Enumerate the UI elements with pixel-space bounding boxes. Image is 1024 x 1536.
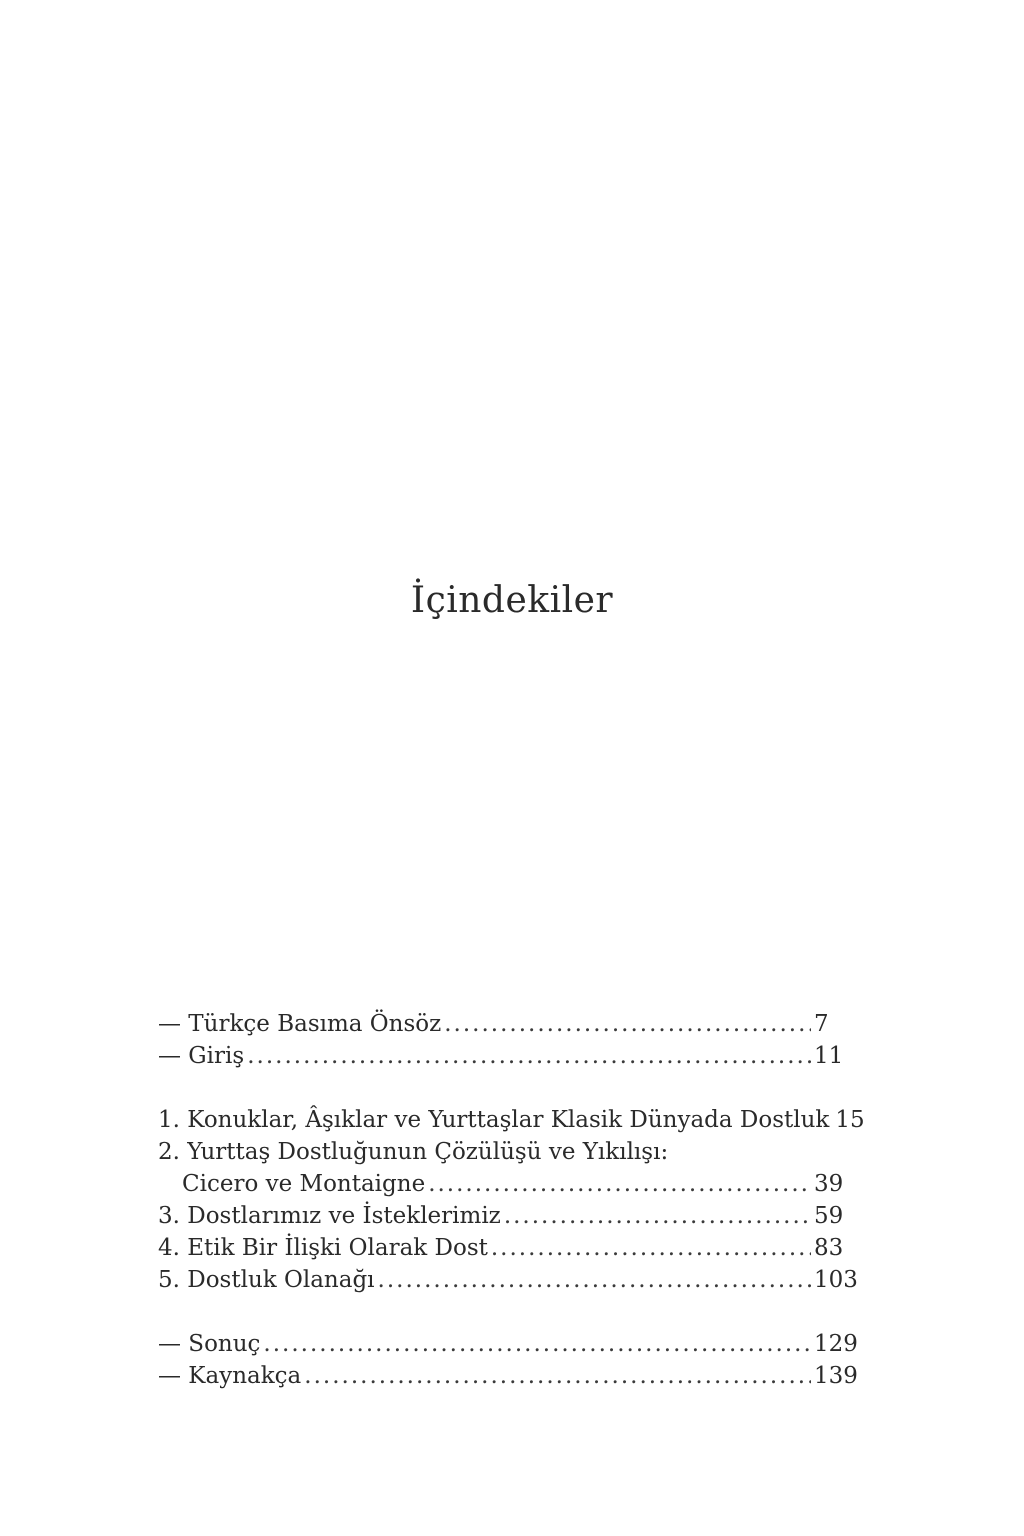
toc-section-gap (158, 1072, 858, 1104)
toc-entry-chapter-2-line-2[interactable] (158, 1168, 858, 1200)
toc-dot-leader (444, 1008, 811, 1040)
toc-entry-label: 2. Yurttaş Dostluğunun Çözülüşü ve Yıkılışı: (158, 1139, 669, 1165)
toc-entry-label: 4. Etik Bir İlişki Olarak Dost (158, 1235, 488, 1261)
toc-entry-page: 11 (814, 1043, 844, 1069)
toc-entry-label: — Sonuç (158, 1331, 261, 1357)
toc-section-gap (158, 1296, 858, 1328)
toc-entry-label: 3. Dostlarımız ve İsteklerimiz (158, 1203, 501, 1229)
toc-entry-preface[interactable] (158, 1008, 858, 1040)
toc-dot-leader (504, 1200, 811, 1232)
toc-entry-page: 103 (814, 1267, 858, 1293)
toc-entry-chapter-3[interactable] (158, 1200, 858, 1232)
toc-entry-label: Cicero ve Montaigne (182, 1171, 426, 1197)
toc-entry-chapter-1[interactable] (158, 1104, 865, 1136)
toc-entry-chapter-2-line-1[interactable] (158, 1136, 858, 1168)
toc-entry-page: 15 (835, 1107, 865, 1133)
toc-entry-introduction[interactable] (158, 1040, 858, 1072)
toc-dot-leader (304, 1360, 811, 1392)
toc-entry-label: — Kaynakça (158, 1363, 302, 1389)
toc-entry-page: 7 (814, 1011, 829, 1037)
table-of-contents (158, 1008, 865, 1392)
toc-entry-label: — Türkçe Basıma Önsöz (158, 1011, 442, 1037)
toc-entry-label: 5. Dostluk Olanağı (158, 1267, 375, 1293)
toc-dot-leader (491, 1232, 811, 1264)
toc-entry-label: — Giriş (158, 1043, 245, 1069)
toc-dot-leader (247, 1040, 811, 1072)
toc-entry-label: 1. Konuklar, Âşıklar ve Yurttaşlar Klasik Dünyada Dostluk (158, 1107, 830, 1133)
page-title: İçindekiler (410, 580, 614, 622)
toc-dot-leader (378, 1264, 811, 1296)
toc-dot-leader (263, 1328, 811, 1360)
toc-entry-page: 83 (814, 1235, 844, 1261)
toc-entry-page: 139 (814, 1363, 858, 1389)
toc-entry-conclusion[interactable] (158, 1328, 858, 1360)
toc-entry-bibliography[interactable] (158, 1360, 858, 1392)
toc-dot-leader (428, 1168, 811, 1200)
toc-entry-chapter-5[interactable] (158, 1264, 858, 1296)
toc-entry-page: 59 (814, 1203, 844, 1229)
toc-entry-page: 129 (814, 1331, 858, 1357)
toc-entry-page: 39 (814, 1171, 844, 1197)
toc-entry-chapter-4[interactable] (158, 1232, 858, 1264)
